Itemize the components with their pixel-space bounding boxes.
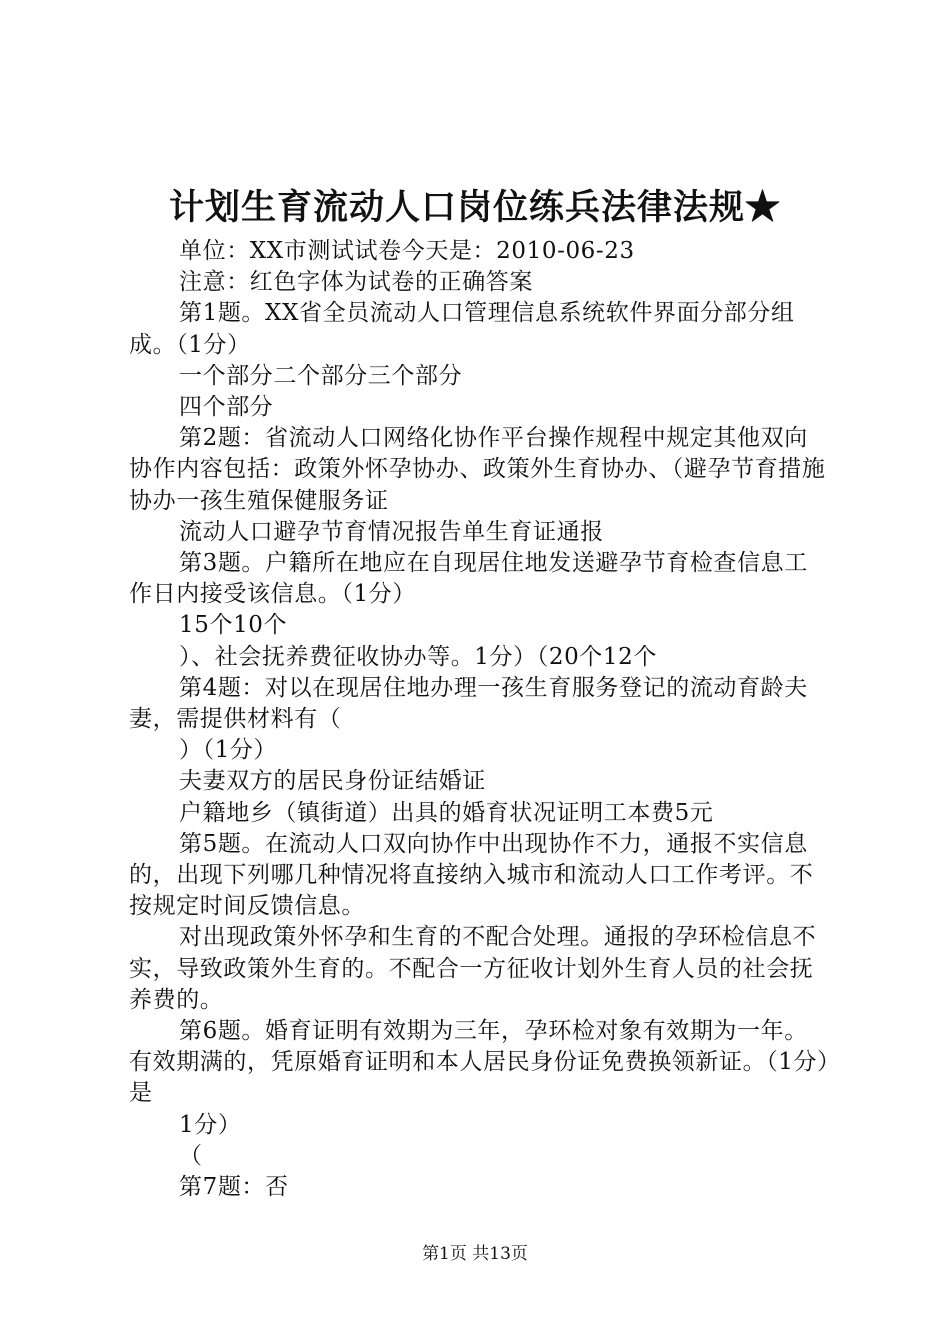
question-6-score: 1分） (179, 1111, 242, 1138)
question-6: 第6题。婚育证明有效期为三年，孕环检对象有效期为一年。有效期满的，凭原婚育证明和本人居民身份证免费换领新证。（1分）是 (129, 1018, 830, 1107)
document-body (129, 236, 831, 1203)
question-4-option-b: 户籍地乡（镇街道）出具的婚育状况证明工本费5元 (179, 799, 714, 826)
question-3-options: 15个10个 (179, 612, 288, 639)
question-1-options: 一个部分二个部分三个部分 (179, 362, 463, 389)
question-7: 第7题：否 (179, 1174, 289, 1201)
question-4: 第4题：对以在现居住地办理一孩生育服务登记的流动育龄夫妻，需提供材料有（ (129, 674, 808, 733)
question-1-option-extra: 四个部分 (179, 394, 274, 421)
question-4-option-a: 夫妻双方的居民身份证结婚证 (179, 768, 486, 795)
page-footer: 第1页 共13页 (422, 1244, 528, 1264)
document-title: 计划生育流动人口岗位练兵法律法规★ (168, 187, 781, 228)
question-2: 第2题：省流动人口网络化协作平台操作规程中规定其他双向协作内容包括：政策外怀孕协办、政策外生育协办、（避孕节育措施协办一孩生殖保健服务证 (129, 425, 826, 514)
question-1: 第1题。XX省全员流动人口管理信息系统软件界面分部分组成。（1分） (129, 300, 795, 358)
notice-line: 注意：红色字体为试卷的正确答案 (179, 269, 533, 296)
question-2-options: 流动人口避孕节育情况报告单生育证通报 (179, 518, 604, 545)
question-3: 第3题。户籍所在地应在自现居住地发送避孕节育检查信息工作日内接受该信息。（1分） (129, 550, 808, 608)
unit-date-line: 单位：XX市测试试卷今天是：2010-06-23 (179, 238, 635, 264)
question-3-continuation: ）、社会抚养费征收协办等。1分）（20个12个 (179, 643, 657, 670)
question-5: 第5题。在流动人口双向协作中出现协作不力，通报不实信息的，出现下列哪几种情况将直接纳入城市和流动人口工作考评。不按规定时间反馈信息。 (129, 830, 814, 920)
question-5-options: 对出现政策外怀孕和生育的不配合处理。通报的孕环检信息不实，导致政策外生育的。不配合一方征收计划外生育人员的社会抚养费的。 (129, 924, 817, 1013)
question-6-bracket: （ (179, 1142, 203, 1169)
question-4-score: ）（1分） (179, 737, 278, 764)
